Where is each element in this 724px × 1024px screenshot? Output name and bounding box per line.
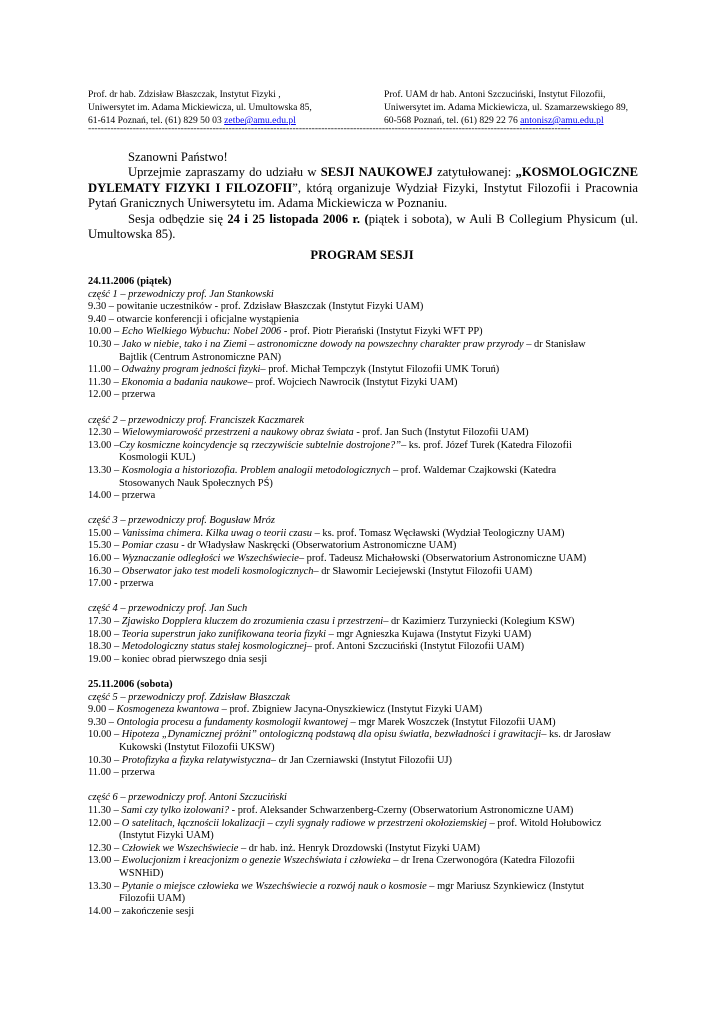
part-heading: część 3 – przewodniczy prof. Bogusław Mróz xyxy=(88,515,275,527)
schedule-item: 10.30 – Protofizyka a fizyka relatywistyczna– dr Jan Czerniawski (Instytut Filozofii UJ) xyxy=(88,754,453,766)
header-left-phone: 61-614 Poznań, tel. (61) 829 50 03 xyxy=(88,115,225,126)
schedule-item: 13.30 – Kosmologia a historiozofia. Problem analogii metodologicznych – prof. Waldemar Czajkowski (Katedra xyxy=(88,464,557,476)
header-right-phone: 60-568 Poznań, tel. (61) 829 22 76 xyxy=(384,115,521,126)
session-dates: 24 i 25 listopada 2006 r. ( xyxy=(227,211,369,226)
schedule-item-continued: Kukowski (Instytut Filozofii UKSW) xyxy=(119,741,275,753)
schedule-item: 11.30 – Sami czy tylko izolowani? - prof. Aleksander Schwarzenberg-Czerny (Obserwatorium Astronomiczne UAM) xyxy=(88,804,574,816)
schedule-item: 15.00 – Vanissima chimera. Kilka uwag o teorii czasu – ks. prof. Tomasz Węcławski (Wydział Teologiczny UAM) xyxy=(88,527,565,539)
program-title: PROGRAM SESJI xyxy=(310,248,414,262)
salutation: Szanowni Państwo! xyxy=(128,150,228,164)
part-heading: część 1 – przewodniczy prof. Jan Stankowski xyxy=(88,288,274,300)
schedule-item: 11.00 – przerwa xyxy=(88,767,155,779)
schedule-item: 14.00 – zakończenie sesji xyxy=(88,905,195,917)
schedule-item: 15.30 – Pomiar czasu - dr Władysław Naskręcki (Obserwatorium Astronomiczne UAM) xyxy=(88,540,457,552)
schedule-item: 9.00 – Kosmogeneza kwantowa – prof. Zbigniew Jacyna-Onyszkiewicz (Instytut Fizyki UAM) xyxy=(88,704,483,716)
schedule-item: 18.30 – Metodologiczny status stałej kosmologicznej– prof. Antoni Szczuciński (Instytut Filozofii UAM) xyxy=(88,641,525,653)
program-schedule xyxy=(88,276,648,931)
schedule-item: 16.30 – Obserwator jako test modeli kosmologicznych– dr Sławomir Leciejewski (Instytut Filozofii UAM) xyxy=(88,565,533,577)
invitation-letter xyxy=(88,150,638,242)
session-part-2 xyxy=(88,415,648,503)
part-heading: część 6 – przewodniczy prof. Antoni Szczuciński xyxy=(88,792,287,804)
schedule-item: 14.00 – przerwa xyxy=(88,490,156,502)
schedule-item-continued: Filozofii UAM) xyxy=(119,893,186,905)
schedule-item: 12.30 – Wielowymiarowość przestrzeni a naukowy obraz świata - prof. Jan Such (Instytut Filozofii UAM) xyxy=(88,427,529,439)
schedule-item-continued: Stosowanych Nauk Społecznych PŚ) xyxy=(119,477,273,489)
header-left-line-1: Prof. dr hab. Zdzisław Błaszczak, Instytut Fizyki , xyxy=(88,89,281,100)
venue-text: piątek i sobota), w Auli B Collegium Physicum (ul. Umultowska 85). xyxy=(88,211,638,242)
schedule-item: 13.30 – Pytanie o miejsce człowieka we Wszechświecie a rozwój nauk o kosmosie – mgr Mariusz Szynkiewicz (Instytut xyxy=(88,880,584,892)
header-right-line-2: Uniwersytet im. Adama Mickiewicza, ul. Szamarzewskiego 89, xyxy=(384,102,629,113)
session-part-3 xyxy=(88,515,648,591)
header-left-address xyxy=(88,88,312,127)
schedule-item: 16.00 – Wyznaczanie odległości we Wszechświecie– prof. Tadeusz Michałowski (Obserwatorium Astronomiczne UAM) xyxy=(88,553,587,565)
session-title: „KOSMOLOGICZNE DYLEMATY FIZYKI I FILOZOFII xyxy=(88,165,638,195)
header-right-address xyxy=(384,88,628,127)
header-right-email-link[interactable]: antonisz@amu.edu.pl xyxy=(520,115,604,126)
schedule-item: 18.00 – Teoria superstrun jako zunifikowana teoria fizyki – mgr Agnieszka Kujawa (Instytut Fizyki UAM) xyxy=(88,628,532,640)
schedule-item: 10.00 – Hipoteza „Dynamicznej próżni” ontologiczną podstawą dla opisu światła, bezwładności i grawitacji– ks. dr Jarosław xyxy=(88,729,612,741)
schedule-item: 9.30 – powitanie uczestników - prof. Zdzisław Błaszczak (Instytut Fizyki UAM) xyxy=(88,301,424,313)
schedule-item: 17.30 – Zjawisko Dopplera kluczem do zrozumienia czasu i przestrzeni– dr Kazimierz Turzyniecki (Kolegium KSW) xyxy=(88,616,575,628)
schedule-item: 17.00 - przerwa xyxy=(88,578,154,590)
session-part-6 xyxy=(88,792,648,918)
session-part-1 xyxy=(88,289,648,402)
date-paragraph xyxy=(88,212,638,243)
session-label: SESJI NAUKOWEJ xyxy=(320,165,433,180)
schedule-item: 12.30 – Człowiek we Wszechświecie – dr hab. inż. Henryk Drozdowski (Instytut Fizyki UAM) xyxy=(88,842,480,854)
schedule-item-continued: Bajtlik (Centrum Astronomiczne PAN) xyxy=(119,351,282,363)
part-heading: część 2 – przewodniczy prof. Franciszek Kaczmarek xyxy=(88,414,304,426)
session-part-4 xyxy=(88,603,648,666)
date-text: Sesja odbędzie się xyxy=(128,211,228,226)
header-left-email-link[interactable]: zetbe@amu.edu.pl xyxy=(224,115,296,126)
schedule-item: 12.00 – O satelitach, łącznościi lokalizacji – czyli sygnały radiowe w przestrzeni okołoziemskiej – prof. Witold Hołubowicz xyxy=(88,817,602,829)
session-part-5 xyxy=(88,692,648,780)
header-divider: ------------------------------------------------------------------------------------------------------------------------------------------------------- xyxy=(88,123,571,134)
day-heading-2: 25.11.2006 (sobota) xyxy=(88,679,173,690)
invitation-text-2: zatytułowanej: xyxy=(432,165,516,180)
schedule-item: 11.00 – Odważny program jedności fizyki– prof. Michał Tempczyk (Instytut Filozofii UMK Toruń) xyxy=(88,364,500,376)
part-heading: część 4 – przewodniczy prof. Jan Such xyxy=(88,603,248,615)
invitation-text-3: ”, którą organizuje Wydział Fizyki, Instytut Filozofii i Pracownia Pytań Granicznych Uniwersytetu im. Adama Mickiewicza w Poznaniu. xyxy=(88,180,638,211)
schedule-item: 19.00 – koniec obrad pierwszego dnia sesji xyxy=(88,653,268,665)
header-left-line-2: Uniwersytet im. Adama Mickiewicza, ul. Umultowska 85, xyxy=(88,102,312,113)
schedule-item: 12.00 – przerwa xyxy=(88,389,156,401)
day-heading-1: 24.11.2006 (piątek) xyxy=(88,276,172,287)
schedule-item: 13.00 – Ewolucjonizm i kreacjonizm o genezie Wszechświata i człowieka – dr Irena Czerwonogóra (Katedra Filozofii xyxy=(88,855,575,867)
schedule-item-continued: WSNHiD) xyxy=(119,867,164,879)
schedule-item: 13.00 –Czy kosmiczne koincydencje są rzeczywiście subtelnie dostrojone?”– ks. prof. Józef Turek (Katedra Filozofii xyxy=(88,439,572,451)
schedule-item: 9.30 – Ontologia procesu a fundamenty kosmologii kwantowej – mgr Marek Woszczek (Instytut Filozofii UAM) xyxy=(88,716,556,728)
invitation-text: Uprzejmie zapraszamy do udziału w xyxy=(128,165,321,180)
schedule-item: 9.40 – otwarcie konferencji i oficjalne wystąpienia xyxy=(88,313,299,325)
schedule-item-continued: Kosmologii KUL) xyxy=(119,452,196,464)
header-right-line-1: Prof. UAM dr hab. Antoni Szczuciński, Instytut Filozofii, xyxy=(384,89,606,100)
schedule-item-continued: (Instytut Fizyki UAM) xyxy=(119,830,214,842)
schedule-item: 11.30 – Ekonomia a badania naukowe– prof. Wojciech Nawrocik (Instytut Fizyki UAM) xyxy=(88,376,458,388)
invitation-paragraph xyxy=(88,165,638,211)
schedule-item: 10.30 – Jako w niebie, tako i na Ziemi – astronomiczne dowody na powszechny charakter praw przyrody – dr Stanisław xyxy=(88,338,586,350)
part-heading: część 5 – przewodniczy prof. Zdzisław Błaszczak xyxy=(88,691,290,703)
schedule-item: 10.00 – Echo Wielkiego Wybuchu: Nobel 2006 - prof. Piotr Pierański (Instytut Fizyki WFT PP) xyxy=(88,326,483,338)
